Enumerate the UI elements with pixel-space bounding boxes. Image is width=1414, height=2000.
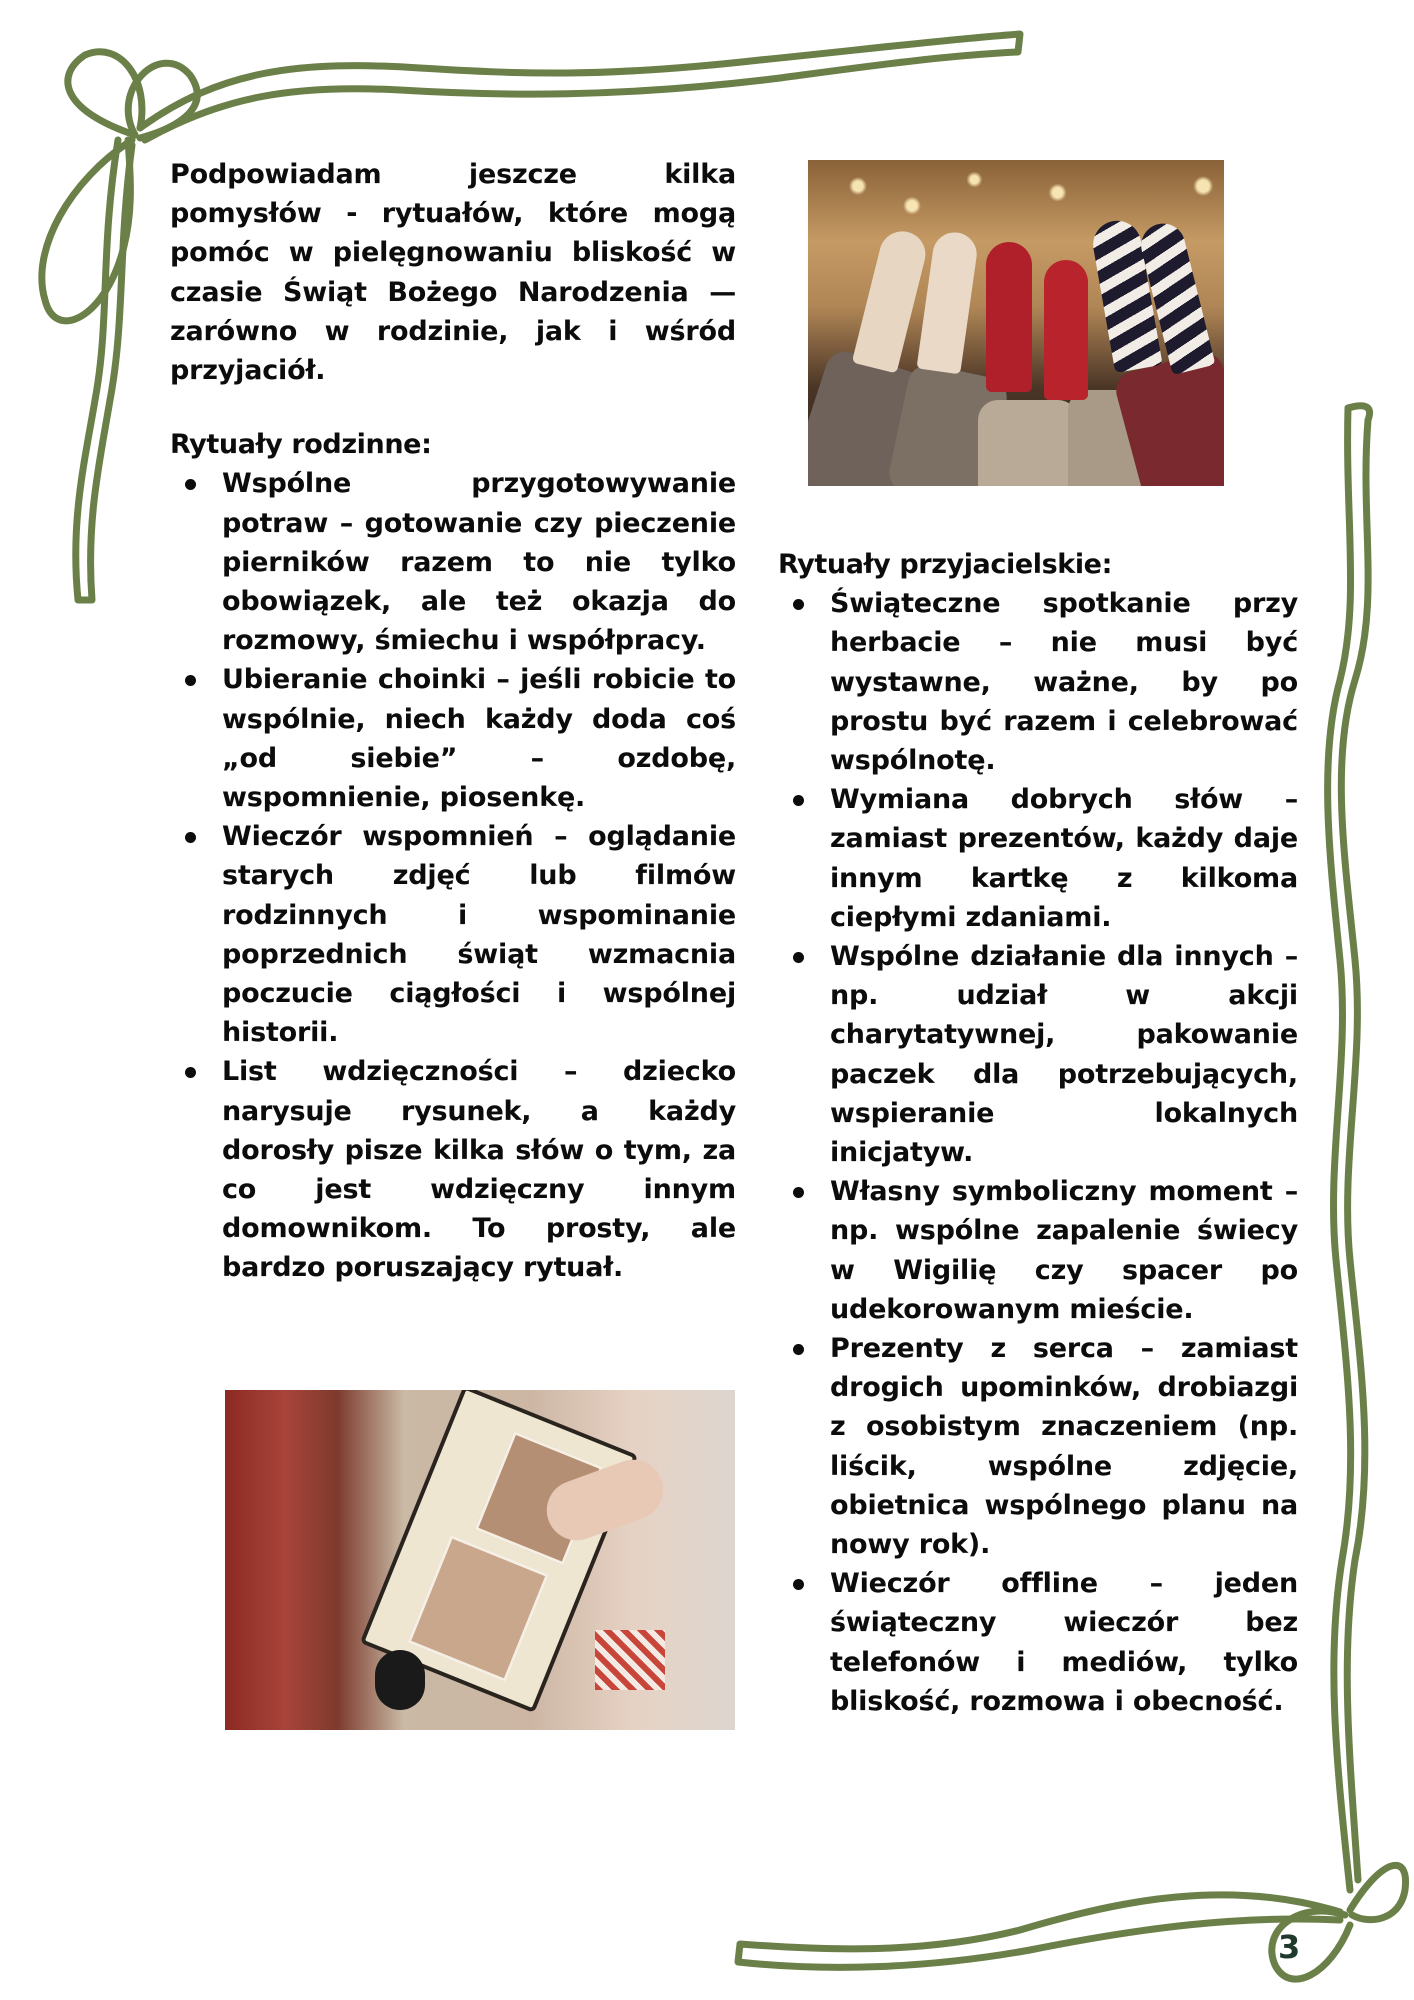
- list-item-text: Wieczór offline – jeden świąteczny wieczór bez telefonów i mediów, tylko bliskość, rozmowa i obecność.: [830, 1568, 1298, 1717]
- list-item-text: Ubieranie choinki – jeśli robicie to wspólnie, niech każdy doda coś „od siebie” – ozdobę, wspomnienie, piosenkę.: [222, 664, 736, 814]
- left-ribbon-strand: [76, 140, 132, 600]
- bullet-icon: [793, 795, 804, 806]
- list-item-text: List wdzięczności – dziecko narysuje rysunek, a każdy dorosły pisze kilka słów o tym, za co jest wdzięczny innym domownikom. To prosty, ale bardzo poruszający rytuał.: [222, 1056, 736, 1284]
- list-item: [778, 780, 1298, 937]
- list-item-text: Wspólne działanie dla innych – np. udział w akcji charytatywnej, pakowanie paczek dla potrzebujących, wspieranie lokalnych inicjatyw.: [830, 941, 1298, 1169]
- list-item-text: Wymiana dobrych słów – zamiast prezentów, każdy daje innym kartkę z kilkoma ciepłymi zdaniami.: [830, 784, 1298, 933]
- page-number: 3: [1278, 1928, 1301, 1966]
- right-column: [778, 545, 1298, 1721]
- list-item-text: Wieczór wspomnień – oglądanie starych zdjęć lub filmów rodzinnych i wspominanie poprzednich świąt wzmacnia poczucie ciągłości i wspólnej historii.: [222, 821, 736, 1049]
- top-bow-loop-inner: [128, 63, 197, 138]
- list-item: [778, 584, 1298, 780]
- bullet-icon: [793, 599, 804, 610]
- list-item-text: Własny symboliczny moment – np. wspólne zapalenie świecy w Wigilię czy spacer po udekorowanym mieście.: [830, 1176, 1298, 1325]
- bullet-icon: [793, 1187, 804, 1198]
- bullet-icon: [185, 1067, 196, 1078]
- family-photo-album-photo: [225, 1390, 735, 1730]
- left-column: [170, 155, 736, 1288]
- list-item: [170, 817, 736, 1052]
- list-item: [170, 1052, 736, 1287]
- bottom-bow-loop-right: [1350, 1865, 1406, 1919]
- bullet-icon: [185, 479, 196, 490]
- friend-rituals-list: [778, 584, 1298, 1721]
- christmas-socks-photo: [808, 160, 1224, 486]
- bullet-icon: [185, 832, 196, 843]
- friend-rituals-heading: Rytuały przyjacielskie:: [778, 549, 1112, 580]
- bottom-ribbon-band: [738, 1895, 1340, 1968]
- right-ribbon-strand-inner: [1328, 408, 1351, 1890]
- bullet-icon: [793, 1344, 804, 1355]
- right-ribbon-strand: [1341, 406, 1369, 1880]
- top-bow-loop: [68, 52, 142, 135]
- list-item: [778, 937, 1298, 1172]
- family-rituals-list: [170, 464, 736, 1287]
- bullet-icon: [793, 952, 804, 963]
- bullet-icon: [793, 1579, 804, 1590]
- list-item: [170, 464, 736, 660]
- list-item: [170, 660, 736, 817]
- family-rituals-heading: Rytuały rodzinne:: [170, 429, 432, 461]
- list-item: [778, 1564, 1298, 1721]
- intro-paragraph: Podpowiadam jeszcze kilka pomysłów - rytuałów, które mogą pomóc w pielęgnowaniu bliskość w czasie Świąt Bożego Narodzenia — zarówno w rodzinie, jak i wśród przyjaciół.: [170, 159, 736, 387]
- list-item-text: Świąteczne spotkanie przy herbacie – nie musi być wystawne, ważne, by po prostu być razem i celebrować wspólnotę.: [830, 588, 1298, 777]
- list-item-text: Wspólne przygotowywanie potraw – gotowanie czy pieczenie pierników razem to nie tylko obowiązek, ale też okazja do rozmowy, śmiechu i współpracy.: [222, 468, 736, 657]
- list-item: [778, 1329, 1298, 1564]
- top-ribbon-band: [140, 34, 1020, 140]
- left-ribbon-tail: [42, 140, 132, 321]
- list-item-text: Prezenty z serca – zamiast drogich upominków, drobiazgi z osobistym znaczeniem (np. liścik, wspólne zdjęcie, obietnica wspólnego planu na nowy rok).: [830, 1333, 1298, 1561]
- bullet-icon: [185, 675, 196, 686]
- list-item: [778, 1172, 1298, 1329]
